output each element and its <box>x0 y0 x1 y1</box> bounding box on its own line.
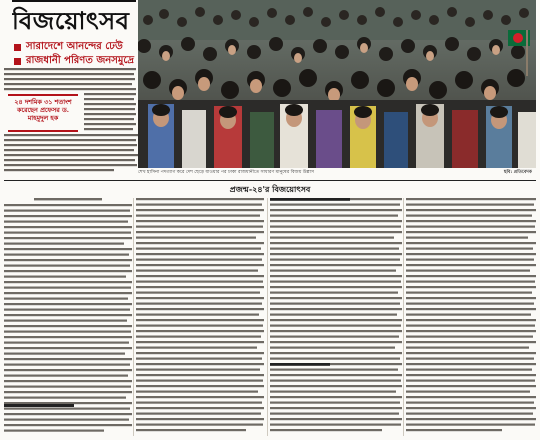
text-lines <box>270 198 402 436</box>
subhead-2 <box>14 54 138 68</box>
crowd-image <box>138 0 536 168</box>
column-divider <box>133 198 134 436</box>
section-divider <box>4 180 536 181</box>
article2-column-4 <box>406 198 536 438</box>
bullet-square-icon <box>14 44 21 51</box>
text-lines <box>4 134 138 178</box>
lead-body-text-lower <box>4 134 138 178</box>
main-headline: বিজয়োৎসব <box>12 0 136 38</box>
subheads <box>14 40 138 68</box>
article2-title: প্রজন্ম-২৪'র বিজয়োৎসব <box>229 184 311 194</box>
photo-credit: ছবি: প্রতিবেদক <box>503 170 532 175</box>
subhead-text: রাজধানী পরিণত জনসমুদ্রে <box>26 55 135 66</box>
pull-quote-text: ২৪ দশমিক ৩১ শতাংশ করেছেন প্রফেসর ড. মাহমুদুল হক <box>14 98 72 122</box>
subhead-1 <box>14 40 138 54</box>
pull-quote <box>8 94 78 132</box>
photo-caption <box>138 169 536 177</box>
text-lines <box>406 198 536 436</box>
bullet-square-icon <box>14 58 21 65</box>
caption-text: শেখ হাসিনা পদত্যাগ করে দেশ ছেড়ে যাওয়ার পর ঢাকা রাজধানীতে সাধারণ মানুষের বিজয় উল্লাস <box>138 170 315 175</box>
article2-column-2 <box>136 198 264 438</box>
text-lines <box>4 198 132 436</box>
article2-column-1 <box>4 198 132 438</box>
column-divider <box>267 198 268 436</box>
subhead-text: সারাদেশে আনন্দের ঢেউ <box>26 41 123 52</box>
column-divider <box>403 198 404 436</box>
article2-column-3 <box>270 198 402 438</box>
crowd-photo <box>138 0 536 168</box>
text-lines <box>136 198 264 436</box>
